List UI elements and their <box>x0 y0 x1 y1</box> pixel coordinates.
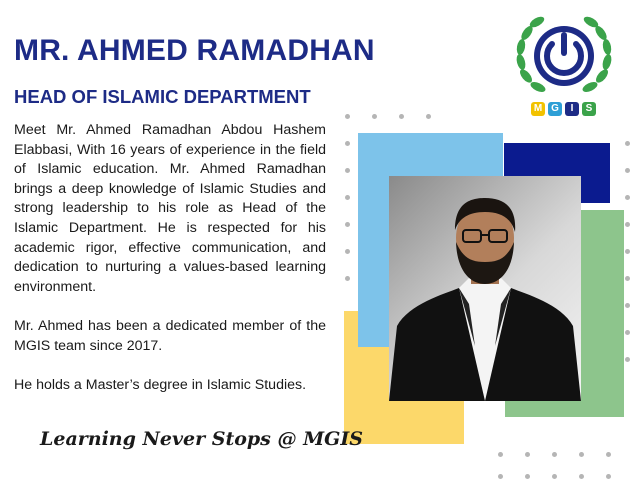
decorative-dot <box>426 114 431 119</box>
decorative-dot <box>579 474 584 479</box>
decorative-dot <box>625 276 630 281</box>
decorative-dot <box>345 249 350 254</box>
decorative-dot <box>625 330 630 335</box>
decorative-dot <box>498 452 503 457</box>
decorative-dot <box>399 114 404 119</box>
person-name: MR. AHMED RAMADHAN <box>14 34 375 67</box>
bio-paragraph: Mr. Ahmed has been a dedicated member of the MGIS team since 2017. <box>14 317 326 354</box>
slogan: Learning Never Stops @ MGIS <box>40 428 363 450</box>
bio-paragraph: He holds a Master’s degree in Islamic Studies. <box>14 376 307 393</box>
decorative-dot <box>552 474 557 479</box>
decorative-dot <box>625 222 630 227</box>
decorative-dot <box>345 195 350 200</box>
decorative-dot <box>625 357 630 362</box>
logo-letter-g: G <box>548 102 562 116</box>
logo-letter-m: M <box>531 102 545 116</box>
bio-paragraph: Meet Mr. Ahmed Ramadhan Abdou Hashem Elabbasi, With 16 years of experience in the field of Islamic education. Mr. Ahmed Ramadhan brings a deep knowledge of Islamic Studies and strong leadership to his role as Head of the Islamic Department. He is respected for his academic rigor, effective communication, and dedication to nurturing a values-based learning environment. <box>14 122 326 295</box>
decorative-dot <box>498 474 503 479</box>
logo-letter-s: S <box>582 102 596 116</box>
decorative-dot <box>625 249 630 254</box>
decorative-dot <box>579 452 584 457</box>
decorative-dot <box>345 168 350 173</box>
decorative-dot <box>525 474 530 479</box>
decorative-dot <box>345 276 350 281</box>
decorative-dot <box>345 222 350 227</box>
bio-text <box>14 121 326 415</box>
decorative-dot <box>372 114 377 119</box>
person-role: HEAD OF ISLAMIC DEPARTMENT <box>14 86 311 107</box>
decorative-dot <box>606 474 611 479</box>
decorative-dot <box>625 303 630 308</box>
logo-letter-i: I <box>565 102 579 116</box>
decorative-dot <box>552 452 557 457</box>
decorative-dot <box>625 141 630 146</box>
decorative-dot <box>625 168 630 173</box>
mgis-logo <box>512 10 616 122</box>
decorative-dot <box>606 452 611 457</box>
power-button-laurel-icon <box>512 10 616 100</box>
decorative-dot <box>525 452 530 457</box>
decorative-dot <box>625 195 630 200</box>
decorative-dot <box>345 114 350 119</box>
decorative-dot <box>345 141 350 146</box>
